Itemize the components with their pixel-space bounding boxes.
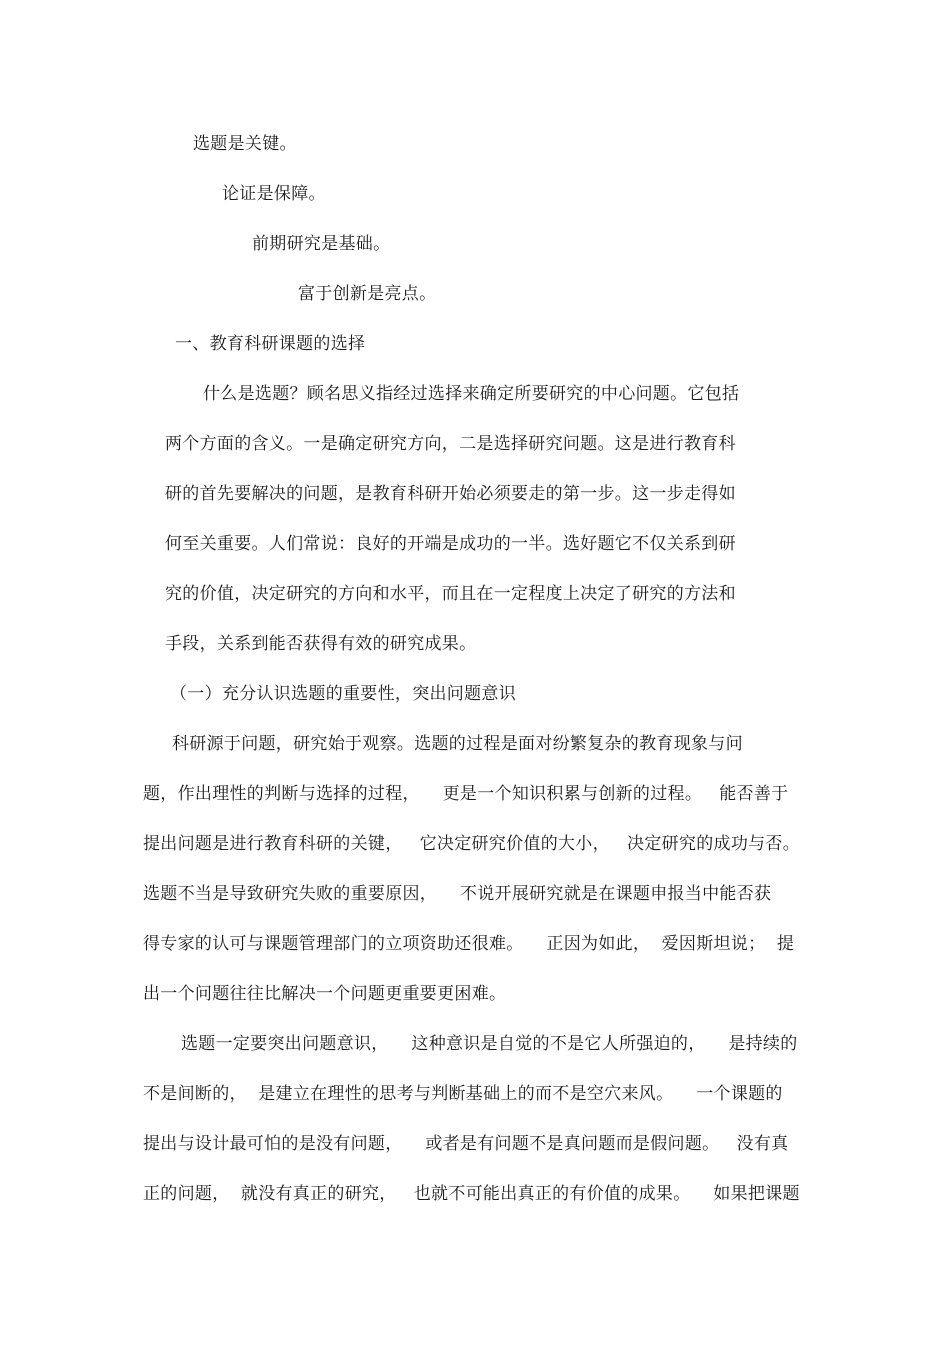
section-heading: 一、教育科研课题的选择 [175, 334, 366, 354]
subheading: （一）充分认识选题的重要性，突出问题意识 [170, 684, 516, 704]
paragraph-line: 不是间断的， 是建立在理性的思考与判断基础上的而不是空穴来风。 一个课题的 [143, 1084, 783, 1104]
paragraph-line: 正的问题， 就没有真正的研究， 也就不可能出真正的有价值的成果。 如果把课题 [143, 1184, 800, 1204]
paragraph-line: 出一个问题往往比解决一个问题更重要更困难。 [143, 984, 507, 1004]
paragraph-line: 究的价值，决定研究的方向和水平，而且在一定程度上决定了研究的方法和 [165, 584, 736, 604]
paragraph-line: 得专家的认可与课题管理部门的立项资助还很难。 正因为如此， 爱因斯坦说； 提 [143, 934, 795, 954]
paragraph-line: 何至关重要。人们常说：良好的开端是成功的一半。选好题它不仅关系到研 [165, 534, 736, 554]
intro-line: 前期研究是基础。 [252, 234, 391, 254]
paragraph-line: 题，作出理性的判断与选择的过程， 更是一个知识积累与创新的过程。 能否善于 [143, 784, 789, 804]
paragraph-line: 手段，关系到能否获得有效的研究成果。 [165, 634, 477, 654]
paragraph-line: 研的首先要解决的问题，是教育科研开始必须要走的第一步。这一步走得如 [165, 484, 736, 504]
paragraph-line: 两个方面的含义。一是确定研究方向，二是选择研究问题。这是进行教育科 [165, 434, 736, 454]
paragraph-line: 什么是选题？顾名思义指经过选择来确定所要研究的中心问题。它包括 [203, 384, 740, 404]
paragraph-line: 选题一定要突出问题意识， 这种意识是自觉的不是它人所强迫的， 是持续的 [181, 1034, 798, 1054]
paragraph-line: 科研源于问题，研究始于观察。选题的过程是面对纷繁复杂的教育现象与问 [172, 734, 743, 754]
intro-line: 选题是关键。 [193, 134, 297, 154]
intro-line: 论证是保障。 [222, 184, 326, 204]
paragraph-line: 提出问题是进行教育科研的关键， 它决定研究价值的大小， 决定研究的成功与否。 [143, 834, 801, 854]
intro-line: 富于创新是亮点。 [298, 284, 437, 304]
paragraph-line: 选题不当是导致研究失败的重要原因， 不说开展研究就是在课题申报当中能否获 [143, 884, 772, 904]
paragraph-line: 提出与设计最可怕的是没有问题， 或者是有问题不是真问题而是假问题。 没有真 [143, 1134, 789, 1154]
